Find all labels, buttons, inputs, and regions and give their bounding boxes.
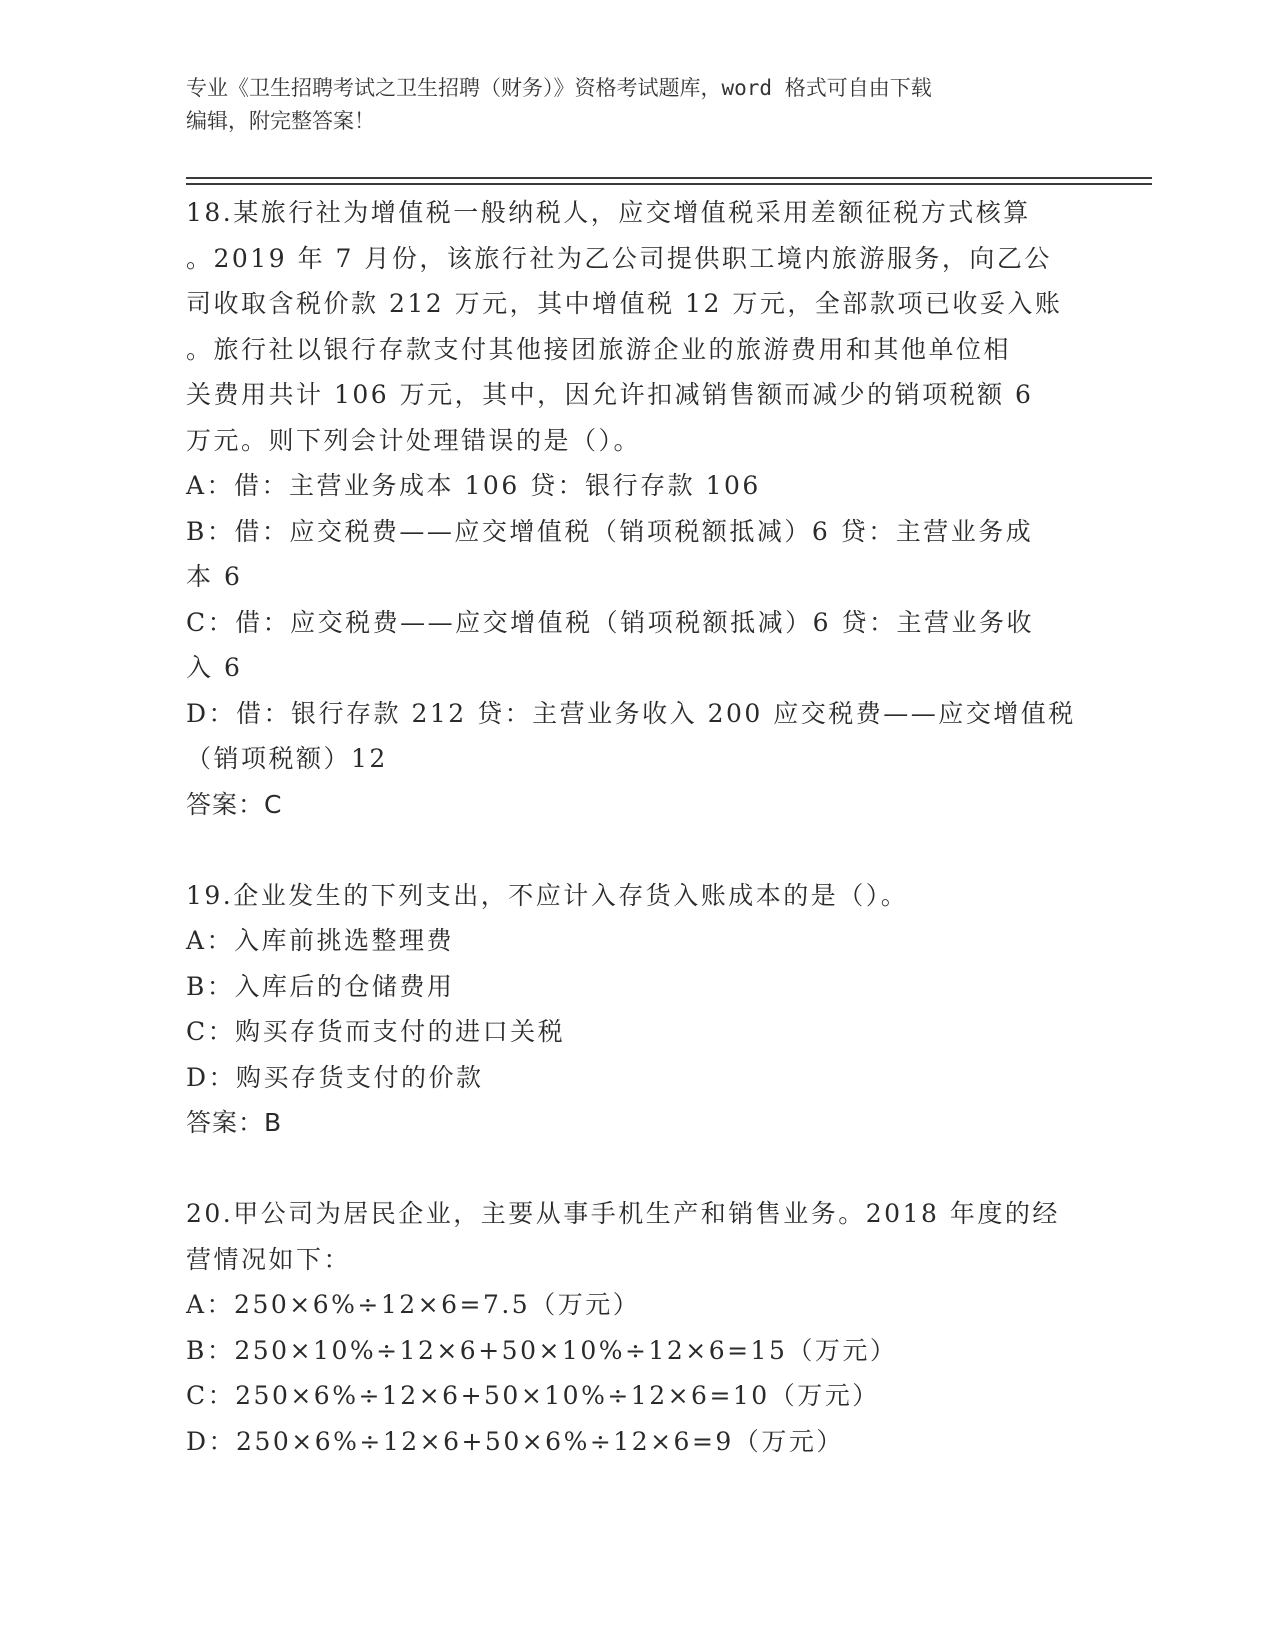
question-stem-line: 万元。则下列会计处理错误的是（）。 (186, 425, 642, 455)
question-stem-line: 20.甲公司为居民企业，主要从事手机生产和销售业务。2018 年度的经 (186, 1199, 1060, 1228)
question-spacer (186, 1146, 1086, 1192)
option-b: B：借：应交税费——应交增值税（销项税额抵减）6 贷：主营业务成 (186, 516, 1034, 546)
question-list (186, 190, 1086, 1464)
document-header (186, 72, 1086, 138)
question-stem-line: 。旅行社以银行存款支付其他接团旅游企业的旅游费用和其他单位相 (186, 334, 1012, 364)
answer-label: 答案：C (186, 789, 283, 819)
question-20 (186, 1191, 1086, 1464)
question-spacer (186, 827, 1086, 873)
question-18 (186, 190, 1086, 827)
option-d-continued: （销项税额）12 (186, 744, 388, 773)
header-divider-bottom (186, 183, 1152, 185)
question-stem-line: 。2019 年 7 月份，该旅行社为乙公司提供职工境内旅游服务，向乙公 (186, 243, 1052, 273)
question-stem-line: 营情况如下： (186, 1244, 352, 1274)
question-19 (186, 873, 1086, 1146)
option-b: B：250×10%÷12×6+50×10%÷12×6=15（万元） (186, 1335, 898, 1365)
answer-label: 答案：B (186, 1108, 283, 1137)
option-a: A：250×6%÷12×6=7.5（万元） (186, 1290, 641, 1319)
option-c: C：250×6%÷12×6+50×10%÷12×6=10（万元） (186, 1381, 880, 1410)
option-c: C：借：应交税费——应交增值税（销项税额抵减）6 贷：主营业务收 (186, 607, 1034, 637)
option-d: D：250×6%÷12×6+50×6%÷12×6=9（万元） (186, 1426, 844, 1456)
question-stem-line: 19.企业发生的下列支出，不应计入存货入账成本的是（）。 (186, 880, 909, 910)
option-d: D：购买存货支付的价款 (186, 1062, 484, 1092)
option-a: A：借：主营业务成本 106 贷：银行存款 106 (186, 471, 761, 500)
question-stem-line: 关费用共计 106 万元，其中，因允许扣减销售额而减少的销项税额 6 (186, 380, 1034, 409)
option-d: D：借：银行存款 212 贷：主营业务收入 200 应交税费——应交增值税 (186, 698, 1076, 728)
option-b-continued: 本 6 (186, 562, 243, 591)
header-line-2: 编辑，附完整答案！ (186, 109, 375, 133)
question-stem-line: 18.某旅行社为增值税一般纳税人，应交增值税采用差额征税方式核算 (186, 198, 1031, 227)
header-divider-top (186, 177, 1152, 179)
option-c-continued: 入 6 (186, 653, 243, 682)
header-line-1: 专业《卫生招聘考试之卫生招聘（财务）》资格考试题库，word 格式可自由下载 (186, 76, 932, 100)
option-b: B：入库后的仓储费用 (186, 971, 455, 1001)
option-a: A：入库前挑选整理费 (186, 926, 455, 955)
question-stem-line: 司收取含税价款 212 万元，其中增值税 12 万元，全部款项已收妥入账 (186, 289, 1063, 318)
option-c: C：购买存货而支付的进口关税 (186, 1017, 566, 1046)
